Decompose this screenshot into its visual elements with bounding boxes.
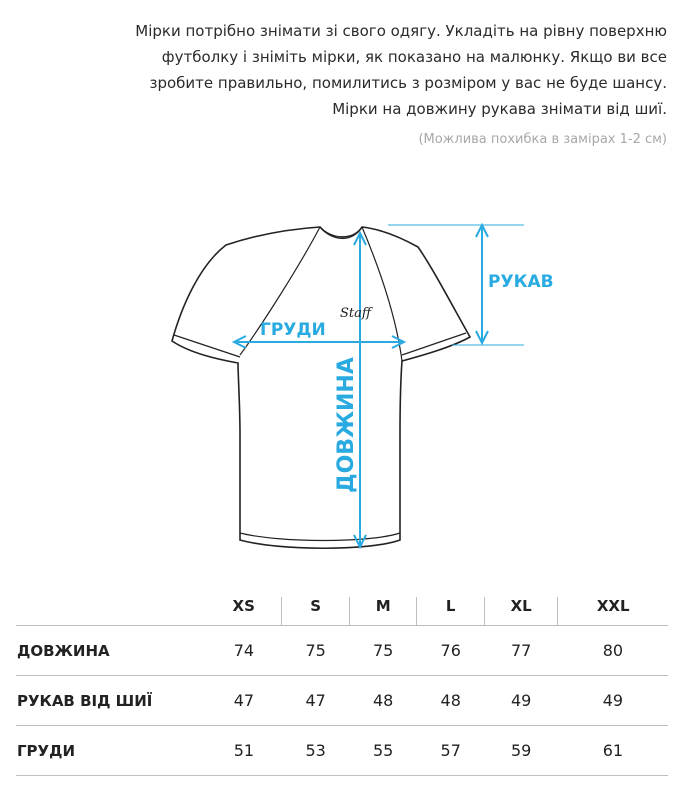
- table-cell: 47: [282, 676, 350, 726]
- table-cell: 57: [417, 726, 485, 776]
- table-row-length: [16, 626, 668, 676]
- size-header-xs: XS: [232, 597, 255, 615]
- size-header-m: M: [349, 597, 417, 626]
- table-cell: 80: [558, 626, 668, 676]
- size-header-xxl: XXL: [558, 597, 668, 626]
- chest-label: ГРУДИ: [260, 320, 326, 340]
- row-label-chest: ГРУДИ: [16, 726, 206, 776]
- brand-logo: Staff: [340, 306, 372, 321]
- table-cell: 53: [282, 726, 350, 776]
- table-cell: 59: [484, 726, 557, 776]
- table-cell: 48: [349, 676, 417, 726]
- instruction-line: Мірки потрібно знімати зі свого одягу. Укладіть на рівну поверхню: [135, 22, 667, 40]
- instruction-line: Мірки на довжину рукава знімати від шиї.: [332, 100, 667, 118]
- sleeve-label: РУКАВ: [488, 272, 554, 292]
- table-row-chest: [16, 726, 668, 776]
- tshirt-measurement-diagram: [0, 205, 687, 565]
- size-header-xl: XL: [484, 597, 557, 626]
- table-cell: 76: [417, 626, 485, 676]
- table-cell: 55: [349, 726, 417, 776]
- instructions-block: [27, 18, 667, 147]
- instruction-line: футболку і зніміть мірки, як показано на малюнку. Якщо ви все: [161, 48, 667, 66]
- size-header-row: [16, 597, 668, 626]
- table-cell: 61: [558, 726, 668, 776]
- table-cell: 48: [417, 676, 485, 726]
- size-header-s: S: [282, 597, 350, 626]
- table-cell: 49: [558, 676, 668, 726]
- sleeve-arrow: [476, 225, 488, 343]
- size-header-l: L: [417, 597, 485, 626]
- table-cell: 77: [484, 626, 557, 676]
- measurement-error-note: (Можлива похибка в замірах 1-2 см): [418, 132, 667, 147]
- length-label: ДОВЖИНА: [334, 357, 359, 493]
- row-label-sleeve: РУКАВ ВІД ШИЇ: [16, 676, 206, 726]
- table-cell: 74: [206, 626, 282, 676]
- table-cell: 51: [206, 726, 282, 776]
- table-cell: 75: [349, 626, 417, 676]
- table-cell: 49: [484, 676, 557, 726]
- tshirt-outline: [172, 227, 470, 548]
- table-cell: 75: [282, 626, 350, 676]
- table-cell: 47: [206, 676, 282, 726]
- header-empty-cell: [16, 597, 206, 626]
- table-row-sleeve: [16, 676, 668, 726]
- row-label-length: ДОВЖИНА: [16, 626, 206, 676]
- size-chart-table: [16, 597, 668, 776]
- tshirt-diagram-svg: [0, 205, 687, 565]
- instruction-line: зробите правильно, помилитись з розміром у вас не буде шансу.: [149, 74, 667, 92]
